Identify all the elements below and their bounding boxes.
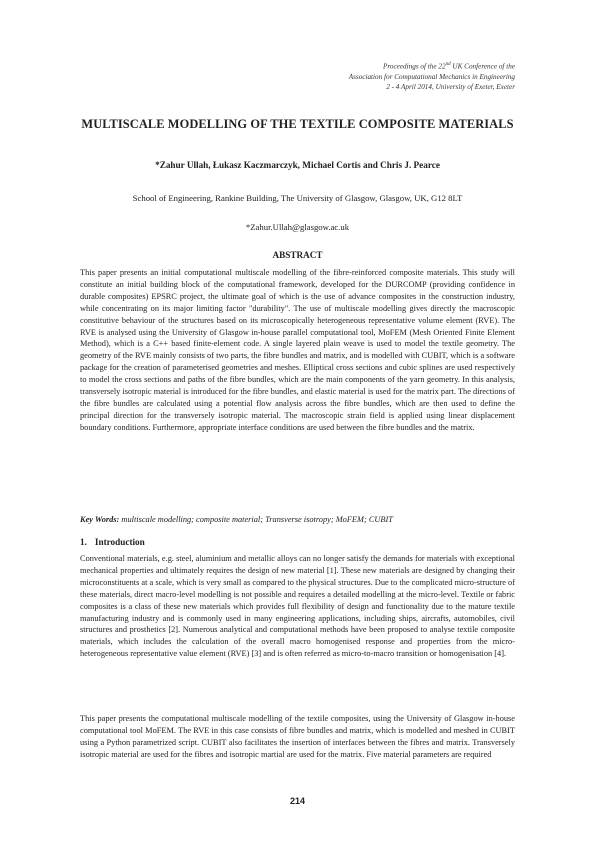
corresponding-email: *Zahur.Ullah@glasgow.ac.uk (245, 222, 350, 232)
introduction-paragraph-1: Conventional materials, e.g. steel, aluminium and metallic alloys can no longer satisfy the demands for materials with exceptional mechanical properties and ultimately requires the design of new material [1]. These new materials are designed by changing their microconstituents at a scale, which is very small as compared to the physical structures. Due to the complicated micro-structure of these materials, direct macro-level modelling is not possible and requires a detailed modelling at the micro-level. Textile or fabric composites is a class of these new materials which provides full flexibility of design and functionality due to the mature textile manufacturing industry and is commonly used in many engineering applications, including ships, aircrafts, automobiles, civil structures and prosthetics [2]. Numerous analytical and computational methods have been proposed to analyse textile composite materials, which includes the calculation of the overall macro homogenised response and properties from the micro-heterogeneous representative value element (RVE) [3] and is often referred as micro-to-macro transition or homogenisation [4]. (80, 554, 515, 659)
keywords-text: multiscale modelling; composite material; Transverse isotropy; MoFEM; CUBIT (121, 515, 393, 524)
proceedings-line-1: Proceedings of the 22nd UK Conference of the (382, 62, 515, 71)
keywords-label: Key Words: (80, 515, 120, 524)
proceedings-line-2: Association for Computational Mechanics in Engineering (348, 72, 515, 81)
abstract-text: This paper presents an initial computational multiscale modelling of the fibre-reinforced composite materials. This study will constitute an initial building block of the computational framework, developed for the DURCOMP (providing confidence in durable composites) EPSRC project, the ultimate goal of which is the use of advance composites in the construction industry, while concentrating on its major limiting factor "durability". The use of multiscale modelling gives directly the macroscopic constitutive behaviour of the structures based on its microscopically heterogeneous representative volume element (RVE). The RVE is analysed using the University of Glasgow in-house parallel computational tool, MoFEM (Mesh Oriented Finite Element Method), which is a C++ based finite-element code. A single layered plain weave is used to model the textile geometry. The geometry of the RVE mainly consists of two parts, the fibre bundles and matrix, and is modelled with CUBIT, which is a software package for the creation of parameterised geometries and meshes. Elliptical cross sections and cubic splines are used respectively to model the cross sections and paths of the fibre bundles, which are the main components of the yarn geometry. In this analysis, transversely isotropic material is introduced for the fibre bundles, and elastic material is used for the matrix part. The directions of the fibre bundles are calculated using a potential flow analysis across the fibre bundles, which are then used to define the principal direction for the transversely isotropic material. The macroscopic strain field is applied using linear displacement boundary conditions. Furthermore, appropriate interface conditions are used between the fibre bundles and the matrix. (80, 268, 515, 432)
proceedings-line-3: 2 - 4 April 2014, University of Exeter, Exeter (386, 83, 515, 92)
abstract-heading: ABSTRACT (272, 250, 323, 260)
section-title: Introduction (94, 537, 145, 547)
section-heading-introduction (80, 537, 515, 547)
paper-title: MULTISCALE MODELLING OF THE TEXTILE COMPOSITE MATERIALS (81, 117, 514, 131)
keywords (80, 514, 515, 526)
page-number: 214 (289, 796, 306, 806)
section-number: 1. (80, 537, 87, 547)
affiliation: School of Engineering, Rankine Building, The University of Glasgow, Glasgow, UK, G12 8LT (132, 193, 463, 203)
introduction-paragraph-2: This paper presents the computational multiscale modelling of the textile composites, using the University of Glasgow in-house computational tool MoFEM. The RVE in this case consists of fibre bundles and matrix, which is modelled and meshed in CUBIT using a Python parametrized script. CUBIT also facilitates the insertion of interfaces between the fibres and matrix. Transversely isotropic material are used for the fibres and isotropic martial are used for the matrix. Five material parameters are required (80, 714, 515, 759)
author-list: *Zahur Ullah, Łukasz Kaczmarczyk, Michael Cortis and Chris J. Pearce (155, 160, 440, 170)
proceedings-header (275, 60, 515, 93)
